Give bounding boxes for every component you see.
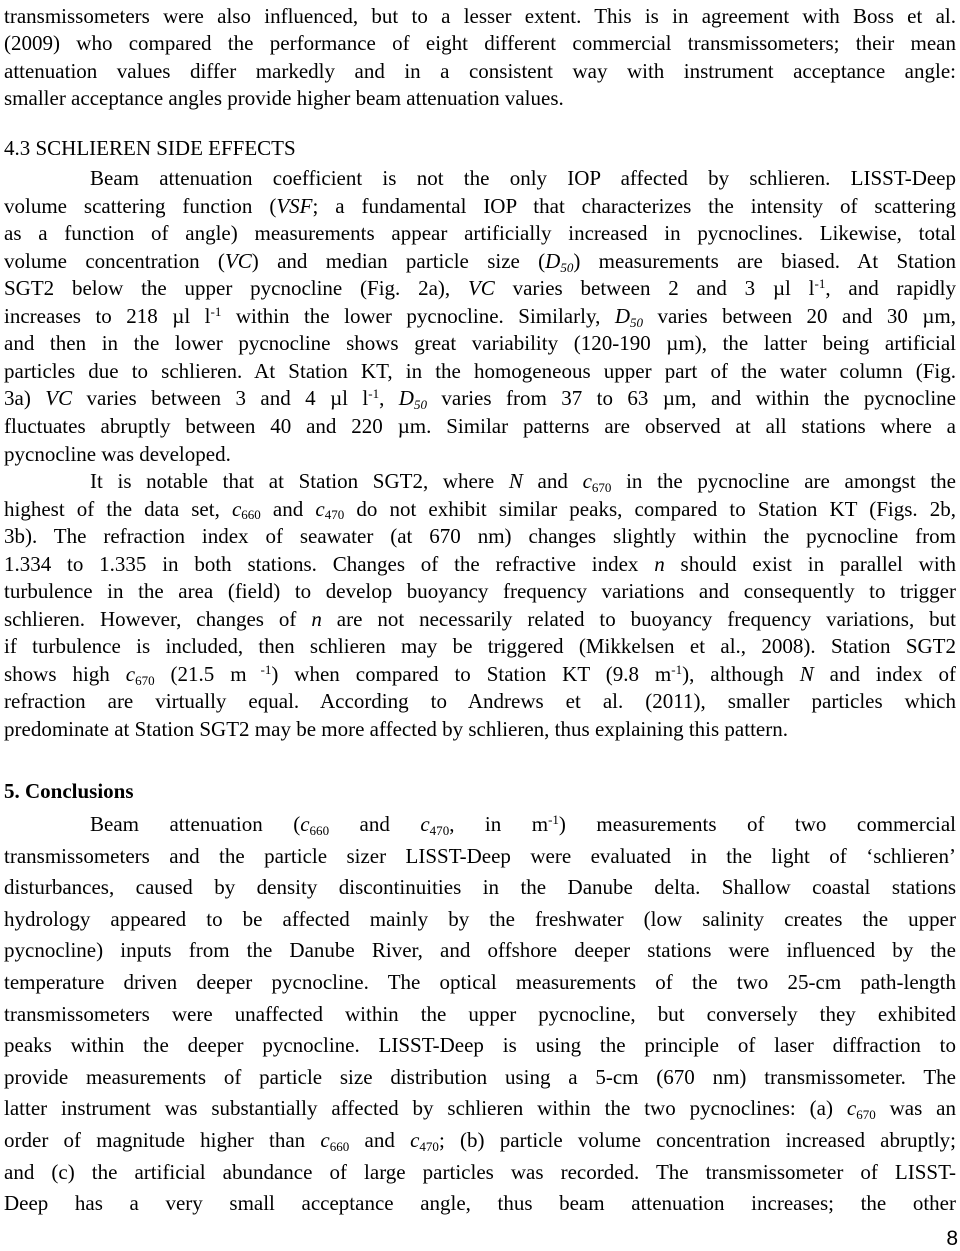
text-run: shows high — [4, 661, 126, 686]
text-run: 670 — [856, 1107, 876, 1123]
text-line — [90, 164, 956, 192]
text-run: are not necessarily related to buoyancy frequency variations, but — [321, 606, 956, 631]
text-run: c — [410, 1128, 420, 1152]
text-run: Beam attenuation ( — [90, 812, 301, 836]
text-run: -1 — [210, 303, 222, 319]
text-line — [4, 1031, 956, 1059]
text-run: particles due to schlieren. At Station KT, in the homogeneous upper part of the water column (Fig. — [4, 358, 956, 383]
text-line — [4, 687, 956, 715]
text-run: , — [379, 386, 399, 411]
text-run: 50 — [560, 259, 574, 275]
text-line — [4, 550, 956, 578]
text-run: transmissometers and the particle sizer LISST-Deep were evaluated in the light of ‘schlieren’ — [4, 843, 956, 868]
text-run: and (c) the artificial abundance of large particles was recorded. The transmissometer of LISST- — [4, 1159, 956, 1184]
text-run: and — [260, 496, 316, 521]
text-line — [4, 605, 956, 633]
section-heading — [4, 134, 956, 162]
text-run: (21.5 m — [154, 661, 247, 686]
text-run: -1 — [671, 661, 683, 677]
text-run: highest of the data set, — [4, 496, 232, 521]
text-run: varies between 2 and 3 µl l — [494, 276, 815, 301]
text-run: and — [522, 469, 583, 493]
text-run: VC — [45, 386, 73, 411]
text-run: hydrology appeared to be affected mainly by the freshwater (low salinity creates the upper — [4, 906, 956, 931]
text-run: 470 — [324, 507, 345, 523]
text-line — [4, 1158, 956, 1186]
text-run: VSF — [276, 193, 313, 218]
text-run: smaller acceptance angles provide higher beam attenuation values. — [4, 85, 564, 110]
text-line — [4, 577, 956, 605]
text-line — [4, 192, 956, 220]
text-run: latter instrument was substantially affected by schlieren within the two pycnoclines: (a) — [4, 1096, 847, 1121]
text-run: and then in the lower pycnocline shows great variability (120-190 µm), the latter being artificial — [4, 331, 956, 356]
text-run: Deep has a very small acceptance angle, thus beam attenuation increases; the other — [4, 1191, 956, 1216]
text-run: c — [125, 661, 136, 686]
text-run: 470 — [419, 1138, 439, 1154]
text-line — [4, 905, 956, 933]
text-run: 660 — [329, 1138, 350, 1154]
text-run: ) measurements of two commercial — [558, 812, 956, 836]
text-line — [4, 1094, 956, 1122]
text-run: SGT2 below the upper pycnocline (Fig. 2a), — [4, 276, 468, 301]
text-run: n — [311, 606, 322, 631]
text-run: should exist in parallel with — [664, 551, 956, 576]
text-run: volume scattering function ( — [4, 193, 277, 218]
text-run: varies between 20 and 30 µm, — [643, 303, 956, 328]
text-run: increases to 218 µl l — [4, 303, 211, 328]
text-run: It is notable that at Station SGT2, where — [90, 469, 509, 493]
text-run: , in m — [449, 812, 549, 836]
text-line — [4, 440, 956, 468]
text-line — [4, 247, 956, 275]
text-run: (2009) who compared the performance of eight different commercial transmissometers; their mean — [4, 31, 956, 56]
text-run: do not exhibit similar peaks, compared to Station KT (Figs. 2b, — [344, 496, 956, 521]
text-run: transmissometers were also influenced, but to a lesser extent. This is in agreement with Boss et al. — [4, 4, 956, 28]
text-run: 660 — [241, 507, 261, 523]
text-run: ) when compared to Station KT (9.8 m — [271, 661, 672, 686]
text-run: and — [329, 812, 421, 836]
text-run: schlieren. However, changes of — [4, 606, 312, 631]
text-run: c — [582, 469, 592, 493]
text-run: ; (b) particle volume concentration increased abruptly; — [438, 1128, 956, 1152]
text-run: 670 — [135, 672, 155, 688]
text-line — [4, 968, 956, 996]
text-line — [4, 84, 956, 112]
text-run: c — [846, 1096, 857, 1121]
text-line — [4, 412, 956, 440]
text-run: -1 — [548, 811, 559, 827]
text-run: if turbulence is included, then schlieren may be triggered (Mikkelsen et al., 2008). Station SGT2 — [4, 634, 956, 659]
text-line — [90, 467, 956, 495]
text-run: 3b). The refraction index of seawater (at 670 nm) changes slightly within the pycnocline from — [4, 524, 956, 549]
text-run: 3a) — [4, 386, 46, 411]
text-run: -1 — [814, 276, 826, 292]
text-run: 670 — [591, 479, 612, 495]
text-line — [4, 57, 956, 85]
text-run: 5. Conclusions — [4, 779, 134, 803]
section-heading — [4, 777, 956, 805]
text-run: and index of — [813, 661, 956, 686]
text-run: and — [349, 1128, 411, 1152]
text-run: 1.334 to 1.335 in both stations. Changes of the refractive index — [4, 551, 655, 576]
text-run: -1 — [368, 386, 380, 402]
text-run: N — [799, 661, 814, 686]
text-run: peaks within the deeper pycnocline. LISST-Deep is using the principle of laser diffraction to — [4, 1033, 956, 1058]
text-run: ) measurements are biased. At Station — [573, 248, 956, 273]
text-run: 4.3 SCHLIEREN SIDE EFFECTS — [4, 136, 296, 160]
text-run: pycnocline was developed. — [4, 441, 231, 466]
text-run: as a function of angle) measurements appear artificially increased in pycnoclines. Likewise, total — [4, 221, 956, 246]
text-run: c — [300, 812, 310, 836]
page-number: 8 — [946, 1227, 958, 1250]
text-run: provide measurements of particle size distribution using a 5-cm (670 nm) transmissometer. The — [4, 1064, 956, 1089]
text-run: D — [614, 303, 630, 328]
text-line — [4, 495, 956, 523]
text-run: 50 — [629, 314, 643, 330]
text-line — [4, 873, 956, 901]
text-line — [4, 1063, 956, 1091]
text-line — [4, 632, 956, 660]
text-line — [4, 29, 956, 57]
text-run: fluctuates abruptly between 40 and 220 µm. Similar patterns are observed at all stations where a — [4, 413, 956, 438]
text-line — [4, 302, 956, 330]
text-run: 660 — [309, 822, 330, 838]
text-run: Beam attenuation coefficient is not the only IOP affected by schlieren. LISST-Deep — [90, 166, 956, 190]
text-line — [4, 660, 956, 688]
text-run: -1 — [246, 661, 272, 677]
text-run: was an — [875, 1096, 956, 1121]
text-run: N — [508, 469, 523, 493]
text-run: ) and median particle size ( — [251, 248, 546, 273]
text-line — [4, 522, 956, 550]
text-run: c — [315, 496, 325, 521]
text-run: ; a fundamental IOP that characterizes the intensity of scattering — [312, 193, 956, 218]
text-line — [4, 274, 956, 302]
text-run: pycnocline) inputs from the Danube River, and offshore deeper stations were influenced by the — [4, 938, 956, 963]
text-run: order of magnitude higher than — [4, 1128, 321, 1152]
text-run: transmissometers were unaffected within the upper pycnocline, but conversely they exhibited — [4, 1001, 956, 1026]
text-run: VC — [467, 276, 495, 301]
text-line — [4, 357, 956, 385]
text-line — [4, 842, 956, 870]
text-run: varies from 37 to 63 µm, and within the pycnocline — [426, 386, 956, 411]
text-line — [4, 1189, 956, 1217]
text-run: c — [231, 496, 242, 521]
text-run: turbulence in the area (field) to develop buoyancy frequency variations and consequently to trigger — [4, 579, 956, 604]
text-run: temperature driven deeper pycnocline. The optical measurements of the two 25-cm path-length — [4, 970, 956, 994]
text-line — [90, 810, 956, 838]
text-run: varies between 3 and 4 µl l — [72, 386, 369, 411]
text-run: c — [320, 1128, 330, 1152]
text-run: volume concentration ( — [4, 248, 225, 273]
text-line — [4, 936, 956, 964]
text-run: , and rapidly — [825, 276, 956, 301]
text-run: disturbances, caused by density discontinuities in the Danube delta. Shallow coastal stations — [4, 875, 956, 900]
text-run: 50 — [413, 397, 427, 413]
text-run: D — [545, 248, 561, 273]
text-run: D — [398, 386, 414, 411]
text-line — [4, 329, 956, 357]
text-line — [4, 1126, 956, 1154]
text-line — [4, 384, 956, 412]
text-run: n — [654, 551, 665, 576]
text-line — [4, 715, 956, 743]
text-run: predominate at Station SGT2 may be more affected by schlieren, thus explaining this pattern. — [4, 716, 788, 741]
text-run: refraction are virtually equal. According to Andrews et al. (2011), smaller particles which — [4, 689, 956, 714]
text-run: attenuation values differ markedly and in a consistent way with instrument acceptance angle: — [4, 58, 956, 83]
text-run: c — [420, 812, 430, 836]
text-line — [4, 219, 956, 247]
text-run: ), although — [682, 661, 800, 686]
text-line — [4, 1000, 956, 1028]
text-run: in the pycnocline are amongst the — [611, 469, 956, 493]
text-run: VC — [224, 248, 252, 273]
text-run: 470 — [429, 822, 450, 838]
text-line — [4, 2, 956, 30]
text-run: within the lower pycnocline. Similarly, — [221, 303, 615, 328]
